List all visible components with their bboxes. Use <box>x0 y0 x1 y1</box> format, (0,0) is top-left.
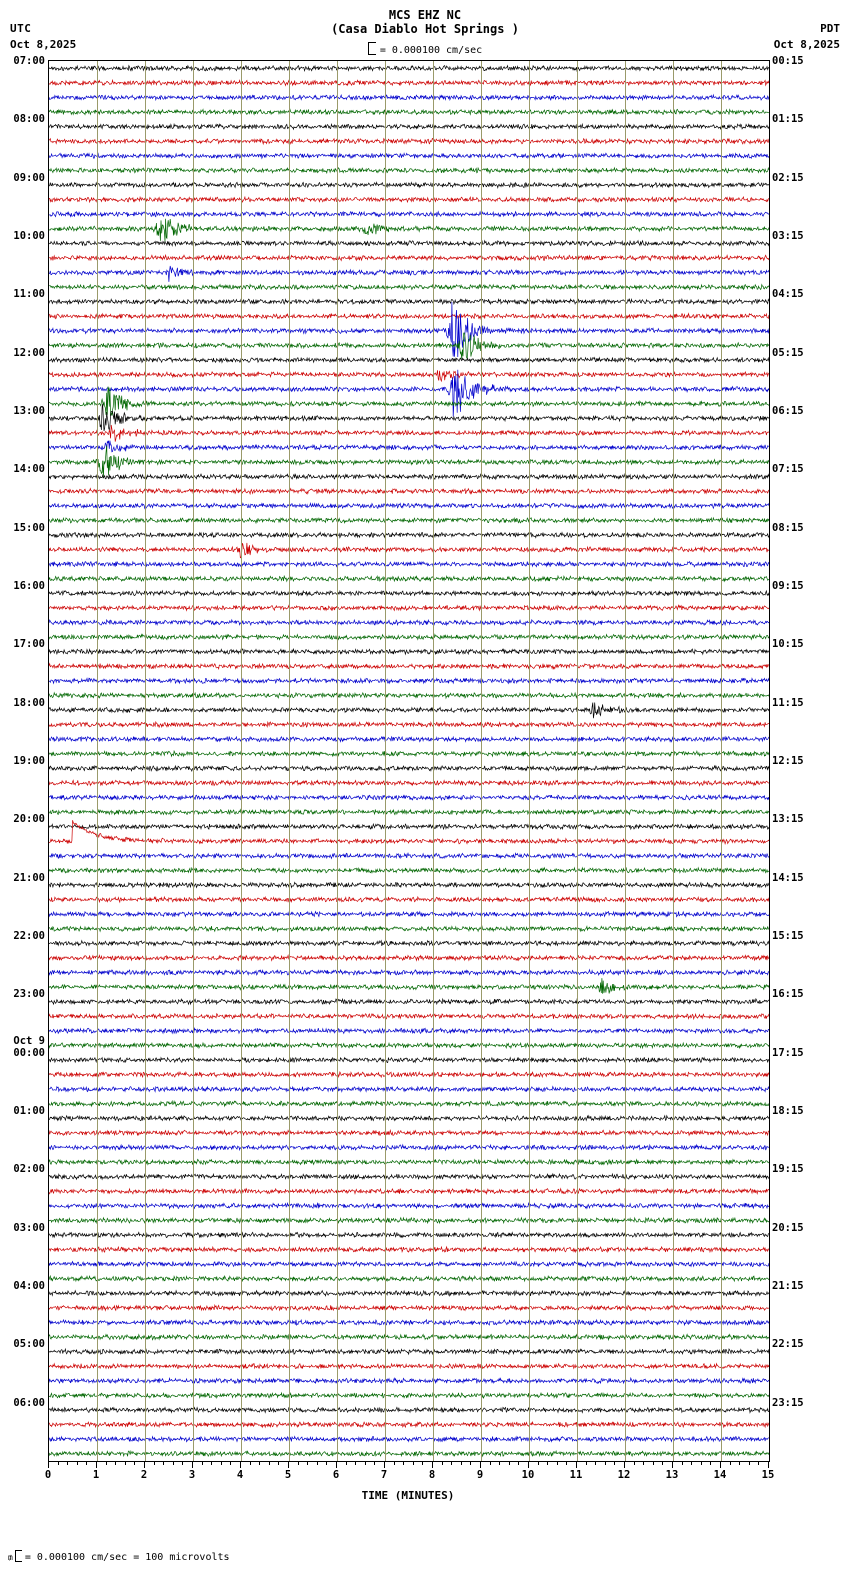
utc-label: UTC <box>10 22 32 35</box>
x-minor-tick <box>326 1461 327 1465</box>
x-minor-tick <box>355 1461 356 1465</box>
right-hour-label: 20:15 <box>772 1221 804 1234</box>
right-hour-label: 23:15 <box>772 1396 804 1409</box>
x-tick <box>240 1461 241 1468</box>
left-hour-label: 23:00 <box>13 988 45 1001</box>
left-hour-label: 19:00 <box>13 755 45 767</box>
x-minor-tick <box>250 1461 251 1465</box>
left-hour-label: 01:00 <box>13 1105 45 1117</box>
x-minor-tick <box>346 1461 347 1465</box>
x-tick-label: 2 <box>140 1469 148 1481</box>
x-minor-tick <box>470 1461 471 1465</box>
x-tick-label: 12 <box>617 1469 631 1481</box>
x-tick-label: 15 <box>761 1469 775 1481</box>
x-minor-tick <box>86 1461 87 1465</box>
x-tick <box>288 1461 289 1468</box>
right-hour-label: 22:15 <box>772 1338 804 1351</box>
right-hour-label: 07:15 <box>772 463 804 476</box>
x-tick <box>432 1461 433 1468</box>
x-minor-tick <box>739 1461 740 1465</box>
right-hour-label: 08:15 <box>772 521 804 534</box>
x-minor-tick <box>106 1461 107 1465</box>
right-hour-label: 14:15 <box>772 871 804 884</box>
footer-scale-icon <box>15 1550 22 1562</box>
x-minor-tick <box>749 1461 750 1465</box>
x-tick <box>768 1461 769 1468</box>
day-marker: Oct 9 <box>13 1034 45 1047</box>
pdt-label: PDT <box>820 22 840 35</box>
x-axis-title: TIME (MINUTES) <box>361 1489 455 1502</box>
left-hour-label: 08:00 <box>13 113 45 126</box>
x-minor-tick <box>182 1461 183 1465</box>
x-tick <box>624 1461 625 1468</box>
right-hour-label: 09:15 <box>772 580 804 592</box>
x-tick <box>528 1461 529 1468</box>
grid-line <box>721 61 722 1461</box>
grid-line <box>625 61 626 1461</box>
left-hour-label: 10:00 <box>13 230 45 242</box>
x-minor-tick <box>653 1461 654 1465</box>
left-hour-label: 07:00 <box>13 55 45 67</box>
left-hour-label: 04:00 <box>13 1280 45 1292</box>
x-minor-tick <box>682 1461 683 1465</box>
grid-line <box>529 61 530 1461</box>
left-time-axis <box>0 55 48 1460</box>
x-minor-tick <box>595 1461 596 1465</box>
right-hour-label: 21:15 <box>772 1280 804 1292</box>
x-tick-label: 11 <box>569 1469 583 1481</box>
right-hour-label: 04:15 <box>772 288 804 301</box>
right-hour-label: 15:15 <box>772 930 804 942</box>
x-minor-tick <box>374 1461 375 1465</box>
x-minor-tick <box>605 1461 606 1465</box>
x-minor-tick <box>211 1461 212 1465</box>
x-minor-tick <box>710 1461 711 1465</box>
x-minor-tick <box>202 1461 203 1465</box>
x-tick-label: 10 <box>521 1469 535 1481</box>
station-location: (Casa Diablo Hot Springs ) <box>331 22 519 36</box>
right-hour-label: 10:15 <box>772 638 804 651</box>
seismogram-plot <box>48 60 770 1462</box>
right-hour-label: 13:15 <box>772 813 804 826</box>
left-hour-label: 05:00 <box>13 1338 45 1351</box>
x-minor-tick <box>499 1461 500 1465</box>
x-minor-tick <box>538 1461 539 1465</box>
x-tick-label: 4 <box>236 1469 244 1481</box>
right-hour-label: 11:15 <box>772 696 804 709</box>
left-hour-label: 18:00 <box>13 696 45 709</box>
left-hour-label: 22:00 <box>13 930 45 942</box>
x-tick <box>336 1461 337 1468</box>
x-tick <box>96 1461 97 1468</box>
right-hour-label: 03:15 <box>772 230 804 242</box>
x-tick <box>576 1461 577 1468</box>
footer-text: = 0.000100 cm/sec = 100 microvolts <box>24 1552 230 1563</box>
left-hour-label: 13:00 <box>13 405 45 417</box>
right-hour-label: 18:15 <box>772 1105 804 1117</box>
x-minor-tick <box>758 1461 759 1465</box>
grid-line <box>97 61 98 1461</box>
x-minor-tick <box>125 1461 126 1465</box>
x-tick-label: 14 <box>713 1469 727 1481</box>
grid-line <box>289 61 290 1461</box>
x-minor-tick <box>134 1461 135 1465</box>
x-minor-tick <box>278 1461 279 1465</box>
x-minor-tick <box>403 1461 404 1465</box>
x-minor-tick <box>586 1461 587 1465</box>
grid-line <box>673 61 674 1461</box>
x-minor-tick <box>422 1461 423 1465</box>
x-tick-label: 3 <box>188 1469 196 1481</box>
x-minor-tick <box>173 1461 174 1465</box>
left-hour-label: 00:00 <box>13 1046 45 1059</box>
x-minor-tick <box>394 1461 395 1465</box>
utc-date: Oct 8,2025 <box>10 38 77 51</box>
x-minor-tick <box>451 1461 452 1465</box>
x-minor-tick <box>461 1461 462 1465</box>
left-hour-label: 15:00 <box>13 521 45 534</box>
right-hour-label: 05:15 <box>772 346 804 359</box>
left-hour-label: 14:00 <box>13 463 45 476</box>
grid-line <box>145 61 146 1461</box>
x-minor-tick <box>269 1461 270 1465</box>
left-hour-label: 02:00 <box>13 1163 45 1176</box>
pdt-date: Oct 8,2025 <box>773 38 840 51</box>
left-hour-label: 17:00 <box>13 638 45 651</box>
x-tick-label: 9 <box>476 1469 484 1481</box>
x-minor-tick <box>163 1461 164 1465</box>
scale-text: = 0.000100 cm/sec <box>379 45 483 56</box>
left-hour-label: 11:00 <box>13 288 45 301</box>
grid-line <box>433 61 434 1461</box>
x-axis <box>44 1461 775 1487</box>
x-minor-tick <box>221 1461 222 1465</box>
x-minor-tick <box>67 1461 68 1465</box>
x-tick <box>480 1461 481 1468</box>
x-tick-label: 7 <box>380 1469 388 1481</box>
grid-line <box>193 61 194 1461</box>
x-minor-tick <box>77 1461 78 1465</box>
trace-lines <box>49 61 769 1461</box>
x-minor-tick <box>643 1461 644 1465</box>
left-hour-label: 16:00 <box>13 580 45 592</box>
x-tick-label: 1 <box>92 1469 100 1481</box>
x-minor-tick <box>701 1461 702 1465</box>
left-hour-label: 06:00 <box>13 1396 45 1409</box>
x-minor-tick <box>259 1461 260 1465</box>
x-minor-tick <box>557 1461 558 1465</box>
x-minor-tick <box>730 1461 731 1465</box>
x-minor-tick <box>662 1461 663 1465</box>
x-minor-tick <box>58 1461 59 1465</box>
footer-prefix: ₥ <box>8 1553 13 1562</box>
right-time-axis <box>770 55 850 1460</box>
station-title: MCS EHZ NC <box>388 8 462 22</box>
x-minor-tick <box>490 1461 491 1465</box>
footer-scale <box>8 1548 230 1563</box>
right-hour-label: 02:15 <box>772 171 804 184</box>
x-tick-label: 13 <box>665 1469 679 1481</box>
x-minor-tick <box>413 1461 414 1465</box>
x-tick <box>192 1461 193 1468</box>
x-tick-label: 0 <box>44 1469 52 1481</box>
scale-bar-icon <box>368 42 376 55</box>
left-hour-label: 21:00 <box>13 871 45 884</box>
x-minor-tick <box>547 1461 548 1465</box>
x-tick <box>144 1461 145 1468</box>
right-hour-label: 00:15 <box>772 55 804 67</box>
chart-header <box>0 0 850 60</box>
x-minor-tick <box>566 1461 567 1465</box>
right-hour-label: 17:15 <box>772 1046 804 1059</box>
left-hour-label: 09:00 <box>13 171 45 184</box>
right-hour-label: 12:15 <box>772 755 804 767</box>
x-tick-label: 5 <box>284 1469 292 1481</box>
x-minor-tick <box>509 1461 510 1465</box>
left-hour-label: 12:00 <box>13 346 45 359</box>
grid-line <box>481 61 482 1461</box>
grid-line <box>577 61 578 1461</box>
x-minor-tick <box>307 1461 308 1465</box>
right-hour-label: 16:15 <box>772 988 804 1001</box>
left-hour-label: 20:00 <box>13 813 45 826</box>
x-minor-tick <box>230 1461 231 1465</box>
x-minor-tick <box>442 1461 443 1465</box>
x-tick-label: 6 <box>332 1469 340 1481</box>
x-minor-tick <box>317 1461 318 1465</box>
x-minor-tick <box>634 1461 635 1465</box>
scale-reference <box>0 40 850 56</box>
x-minor-tick <box>614 1461 615 1465</box>
x-minor-tick <box>154 1461 155 1465</box>
x-tick <box>48 1461 49 1468</box>
x-tick <box>720 1461 721 1468</box>
x-tick-label: 8 <box>428 1469 436 1481</box>
right-hour-label: 19:15 <box>772 1163 804 1176</box>
left-hour-label: 03:00 <box>13 1221 45 1234</box>
x-tick <box>384 1461 385 1468</box>
right-hour-label: 01:15 <box>772 113 804 126</box>
grid-line <box>241 61 242 1461</box>
x-minor-tick <box>298 1461 299 1465</box>
x-minor-tick <box>691 1461 692 1465</box>
grid-line <box>385 61 386 1461</box>
right-hour-label: 06:15 <box>772 405 804 417</box>
x-minor-tick <box>115 1461 116 1465</box>
grid-line <box>337 61 338 1461</box>
x-minor-tick <box>518 1461 519 1465</box>
x-tick <box>672 1461 673 1468</box>
x-minor-tick <box>365 1461 366 1465</box>
